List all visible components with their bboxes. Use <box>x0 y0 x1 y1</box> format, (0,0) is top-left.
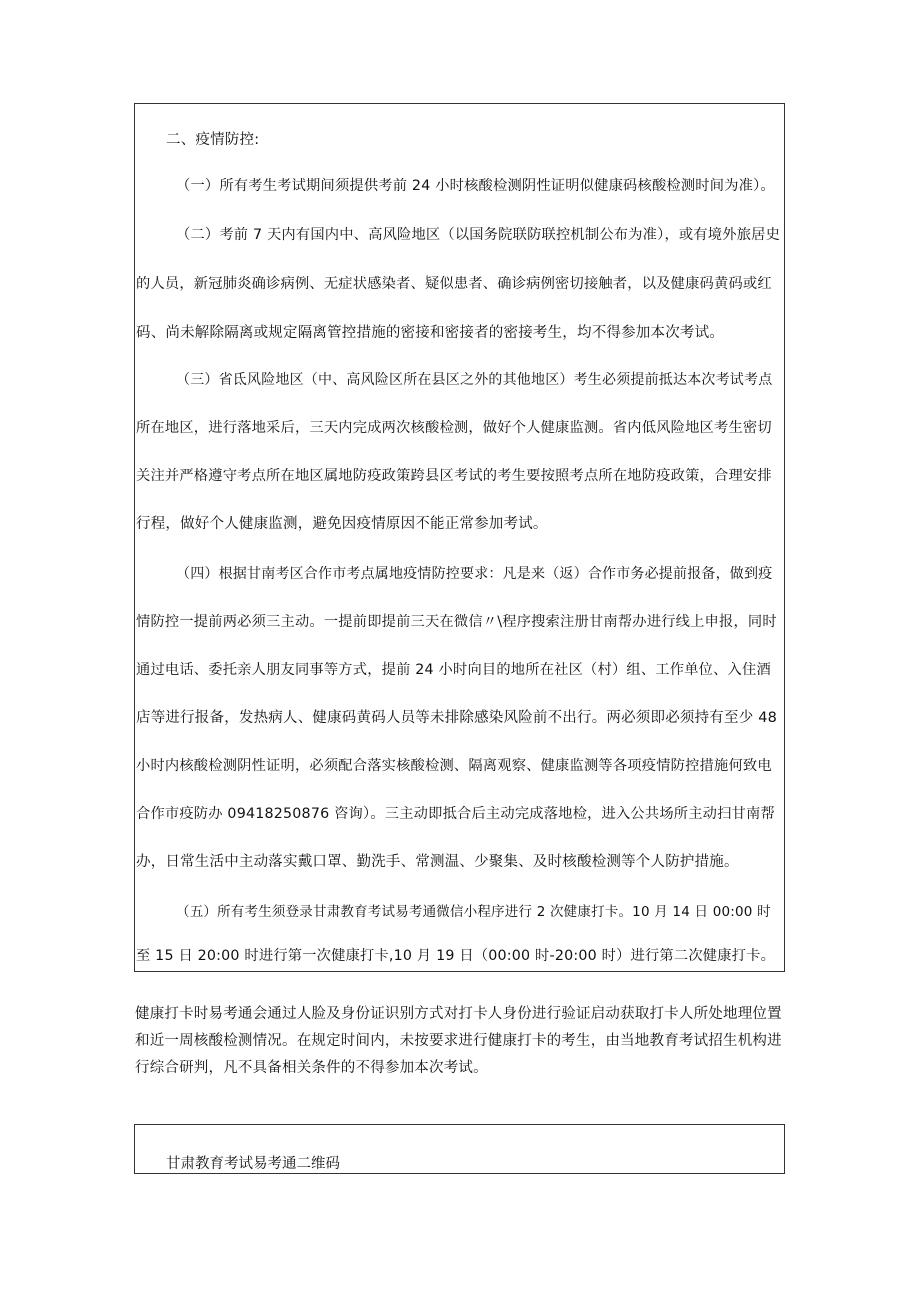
item-5-line-1: （五）所有考生须登录甘肃教育考试易考通微信小程序进行 2 次健康打卡。10 月 14 日 00:00 时 <box>176 904 771 920</box>
item-2-line-2: 的人员，新冠肺炎确诊病例、无症状感染者、疑似患者、确诊病例密切接触者，以及健康码黄码或红 <box>136 276 772 292</box>
outer-paragraph-line-2: 和近一周核酸检测情况。在规定时间内，未按要求进行健康打卡的考生，由当地教育考试招生机构进 <box>135 1033 782 1049</box>
qr-code-section <box>134 1124 785 1174</box>
item-4-line-3: 通过电话、委托亲人朋友同事等方式，提前 24 小时向目的地所在社区（村）组、工作单位、入住酒 <box>136 662 771 678</box>
item-3-line-4: 行程，做好个人健康监测，避免因疫情原因不能正常参加考试。 <box>136 516 548 532</box>
item-1-line-1: （一）所有考生考试期间须提供考前 24 小时核酸检测阴性证明似健康码核酸检测时间为准）。 <box>176 178 775 194</box>
section-title: 二、疫情防控: <box>166 132 260 148</box>
item-4-line-2: 情防控一提前两必须三主动。一提前即提前三天在微信〃\程序搜索注册甘南帮办进行线上申报，同时 <box>136 614 777 630</box>
qr-section-title: 甘肃教育考试易考通二维码 <box>166 1156 340 1172</box>
item-4-line-5: 小时内核酸检测阴性证明，必须配合落实核酸检测、隔离观察、健康监测等各项疫情防控措施何致电 <box>136 758 772 774</box>
item-3-line-1: （三）省氐风险地区（中、高风险区所在县区之外的其他地区）考生必须提前抵达本次考试考点 <box>176 372 773 388</box>
item-5-line-2: 至 15 日 20:00 时进行第一次健康打卡,10 月 19 日（00:00 时-20:00 时）进行第二次健康打卡。 <box>136 948 776 964</box>
item-4-line-4: 店等进行报备，发热病人、健康码黄码人员等未排除感染风险前不出行。两必须即必须持有至少 48 <box>136 710 778 726</box>
item-4-line-6: 合作市疫防办 09418250876 咨询）。三主动即抵合后主动完成落地检，进入公共场所主动扫甘南帮 <box>136 806 775 822</box>
item-3-line-3: 关注并严格遵守考点所在地区属地防疫政策跨县区考试的考生要按照考点所在地防疫政策，合理安排 <box>136 468 772 484</box>
item-4-line-7: 办，日常生活中主动落实戴口罩、勤洗手、常测温、少聚集、及时核酸检测等个人防护措施。 <box>136 854 739 870</box>
epidemic-control-section <box>134 103 785 972</box>
item-3-line-2: 所在地区，进行落地采后，三天内完成两次核酸检测，做好个人健康监测。省内低风险地区考生密切 <box>136 420 772 436</box>
item-2-line-3: 码、尚未解除隔离或规定隔离管控措施的密接和密接者的密接考生，均不得参加本次考试。 <box>136 325 724 341</box>
outer-paragraph-line-1: 健康打卡时易考通会通过人脸及身份证识别方式对打卡人身份进行验证启动获取打卡人所处地理位置 <box>135 1006 782 1022</box>
item-4-line-1: （四）根据甘南考区合作市考点属地疫情防控要求：凡是来（返）合作市务必提前报备，做到疫 <box>176 566 773 582</box>
item-2-line-1: （二）考前 7 天内有国内中、高风险地区（以国务院联防联控机制公布为准），或有境外旅居史 <box>176 227 781 243</box>
outer-paragraph-line-3: 行综合研判，凡不具备相关条件的不得参加本次考试。 <box>135 1060 488 1076</box>
